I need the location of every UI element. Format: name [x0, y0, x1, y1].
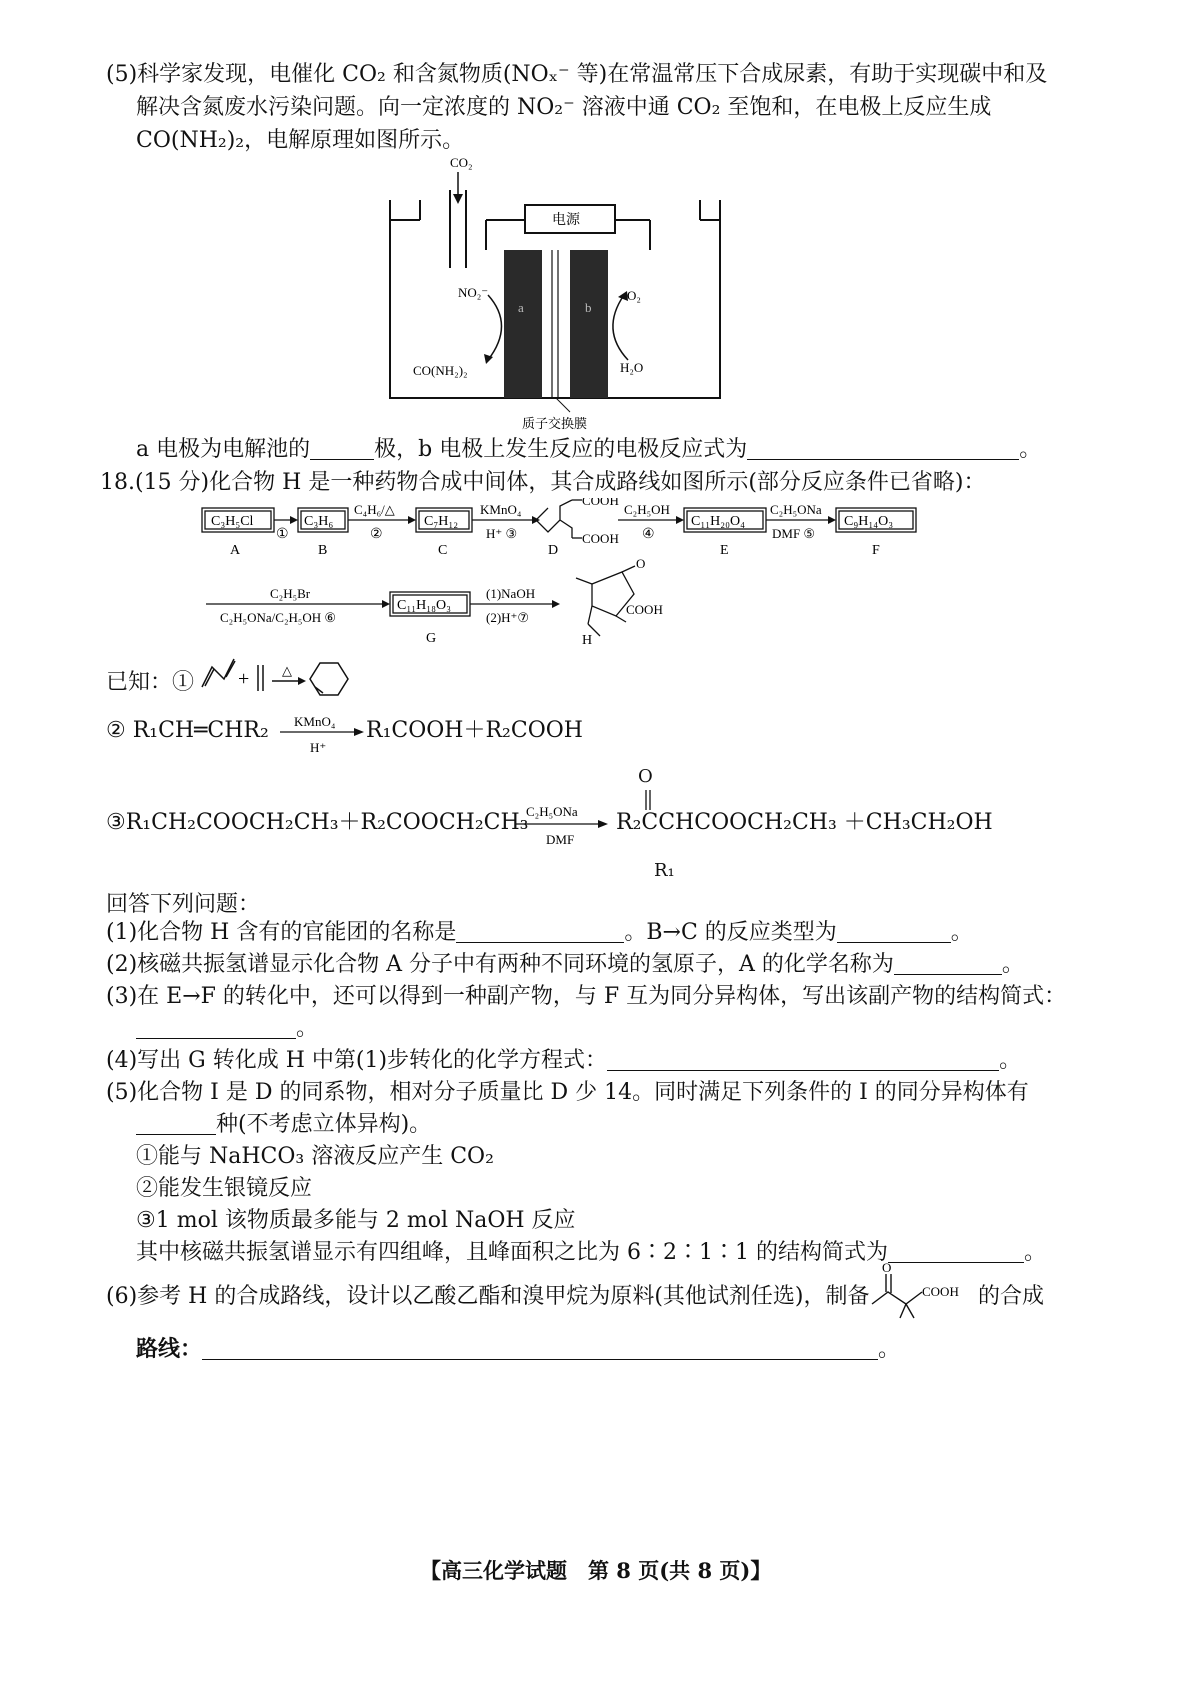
answer-blank[interactable]: [837, 920, 951, 943]
question-6-route: 路线： 。: [136, 1336, 901, 1362]
electrolysis-diagram: [380, 150, 740, 440]
q17-5-line2: 解决含氮废水污染问题。向一定浓度的 NO₂⁻ 溶液中通 CO₂ 至饱和，在电极上反应生成: [136, 95, 992, 120]
step-7: (2)H⁺⑦: [486, 610, 530, 625]
known-3: ③R₁CH₂COOCH₂CH₃＋R₂COOCH₂CH₃: [106, 810, 529, 835]
h-oxygen: O: [636, 556, 646, 571]
condition-3: ③1 mol 该物质最多能与 2 mol NaOH 反应: [136, 1208, 576, 1233]
step-3-reagent: KMnO₄: [480, 502, 522, 517]
q17-5-line1: (5)科学家发现，电催化 CO₂ 和含氮物质(NOₓ⁻ 等)在常温常压下合成尿素，有助于实现碳中和及: [106, 62, 1048, 87]
compound-e: C₁₁H₂₀O₄: [691, 514, 745, 529]
question-2: (2)核磁共振氢谱显示化合物 A 分子中有两种不同环境的氢原子，A 的化学名称为 。: [106, 952, 1024, 977]
h-cooh: COOH: [626, 602, 663, 617]
target-cooh: COOH: [922, 1284, 959, 1299]
electrode-a-label: a: [518, 300, 524, 315]
known-2: ② R₁CH═CHR₂: [106, 718, 269, 743]
label-f: F: [872, 543, 880, 558]
target-molecule: [866, 1260, 966, 1320]
q17-5-question: a 电极为电解池的 极，b 电极上发生反应的电极反应式为 。: [136, 437, 1042, 462]
step-7-reagent: (1)NaOH: [486, 586, 536, 601]
step-1: ①: [276, 527, 289, 542]
known-2-arrow: [276, 708, 368, 756]
label-e: E: [720, 543, 729, 558]
condition-2: ②能发生银镜反应: [136, 1176, 313, 1201]
known-label: 已知：①: [106, 670, 195, 695]
questions-intro: 回答下列问题：: [106, 892, 261, 917]
h2o-label: H₂O: [620, 360, 644, 375]
known-plus: +: [238, 668, 250, 690]
step-2: ②: [370, 527, 383, 542]
step-4-reagent: C₂H₅OH: [624, 502, 670, 517]
answer-blank[interactable]: [202, 1337, 878, 1360]
co2-label: CO₂: [450, 155, 473, 170]
question-1: (1)化合物 H 含有的官能团的名称是 。B→C 的反应类型为 。: [106, 920, 973, 945]
compound-f: C₉H₁₄O₃: [844, 514, 894, 529]
step-5-reagent: C₂H₅ONa: [770, 502, 822, 517]
answer-blank[interactable]: [607, 1048, 999, 1071]
question-5-count: 种(不考虑立体异构)。: [136, 1110, 431, 1140]
answer-blank[interactable]: [310, 437, 374, 460]
compound-c: C₇H₁₂: [424, 514, 459, 529]
answer-blank[interactable]: [136, 1016, 296, 1039]
d-cooh-bottom: COOH: [582, 531, 619, 546]
q17-5-line3: CO(NH₂)₂，电解原理如图所示。: [136, 128, 465, 153]
condition-1: ①能与 NaHCO₃ 溶液反应产生 CO₂: [136, 1144, 494, 1169]
target-oxygen: O: [882, 1260, 892, 1275]
known-3-arrow: [512, 796, 612, 852]
question-6-suffix: 的合成: [978, 1284, 1045, 1309]
answer-blank[interactable]: [747, 437, 1019, 460]
known-3-oxygen: O: [638, 766, 653, 787]
urea-label: CO(NH₂)₂: [413, 363, 468, 378]
known-2-reagent: KMnO₄: [294, 714, 336, 729]
question-6: (6)参考 H 的合成路线，设计以乙酸乙酯和溴甲烷为原料(其他试剂任选)，制备: [106, 1284, 870, 1309]
synthesis-route: [190, 498, 950, 658]
answer-blank[interactable]: [894, 952, 1002, 975]
label-b: B: [318, 543, 328, 558]
known-3-reagent: C₂H₅ONa: [526, 804, 578, 819]
label-d: D: [548, 543, 559, 558]
known-2-products: R₁COOH＋R₂COOH: [366, 718, 583, 743]
known-3-products: R₂CCHCOOCH₂CH₃ ＋CH₃CH₂OH: [616, 810, 993, 835]
known-1-condition: △: [282, 663, 292, 678]
q18-header: 18.(15 分)化合物 H 是一种药物合成中间体，其合成路线如图所示(部分反应条件已省略)：: [100, 470, 986, 495]
label-h: H: [582, 633, 593, 648]
known-3-r1: R₁: [654, 860, 675, 881]
question-3-answer: 。: [136, 1014, 318, 1044]
no2-label: NO₂⁻: [458, 285, 489, 300]
o2-label: O₂: [627, 288, 641, 303]
question-5: (5)化合物 I 是 D 的同系物，相对分子质量比 D 少 14。同时满足下列条件的 I 的同分异构体有: [106, 1080, 1029, 1105]
question-4: (4)写出 G 转化成 H 中第(1)步转化的化学方程式： 。: [106, 1048, 1022, 1073]
label-a: A: [230, 543, 241, 558]
known-3-solvent: DMF: [546, 832, 575, 847]
step-4: ④: [642, 527, 655, 542]
electrode-b-label: b: [585, 300, 592, 315]
d-cooh-top: COOH: [582, 498, 619, 508]
question-5-structure: 其中核磁共振氢谱显示有四组峰，且峰面积之比为 6∶2∶1∶1 的结构简式为 。: [136, 1240, 1046, 1265]
power-label: 电源: [552, 213, 580, 228]
step-2-reagent: C₄H₆/△: [354, 502, 395, 517]
page-footer: 【高三化学试题 第 8 页(共 8 页)】: [420, 1558, 772, 1583]
answer-blank[interactable]: [136, 1112, 216, 1135]
step-6-reagent: C₂H₅Br: [270, 586, 311, 601]
compound-b: C₃H₆: [304, 514, 334, 529]
question-3: (3)在 E→F 的转化中，还可以得到一种副产物，与 F 互为同分异构体，写出该副产物的结构简式：: [106, 984, 1067, 1009]
diels-alder-scheme: [198, 655, 368, 705]
step-6: C₂H₅ONa/C₂H₅OH ⑥: [220, 610, 337, 625]
compound-g: C₁₁H₁₈O₃: [397, 598, 451, 613]
membrane-label: 质子交换膜: [522, 416, 588, 431]
known-2-acid: H⁺: [310, 740, 327, 755]
step-3: H⁺ ③: [486, 526, 518, 541]
step-5: DMF ⑤: [772, 526, 816, 541]
compound-a: C₃H₅Cl: [211, 514, 254, 529]
known-3-bonds: [640, 790, 660, 860]
answer-blank[interactable]: [456, 920, 624, 943]
label-c: C: [438, 543, 448, 558]
label-g: G: [426, 631, 437, 646]
